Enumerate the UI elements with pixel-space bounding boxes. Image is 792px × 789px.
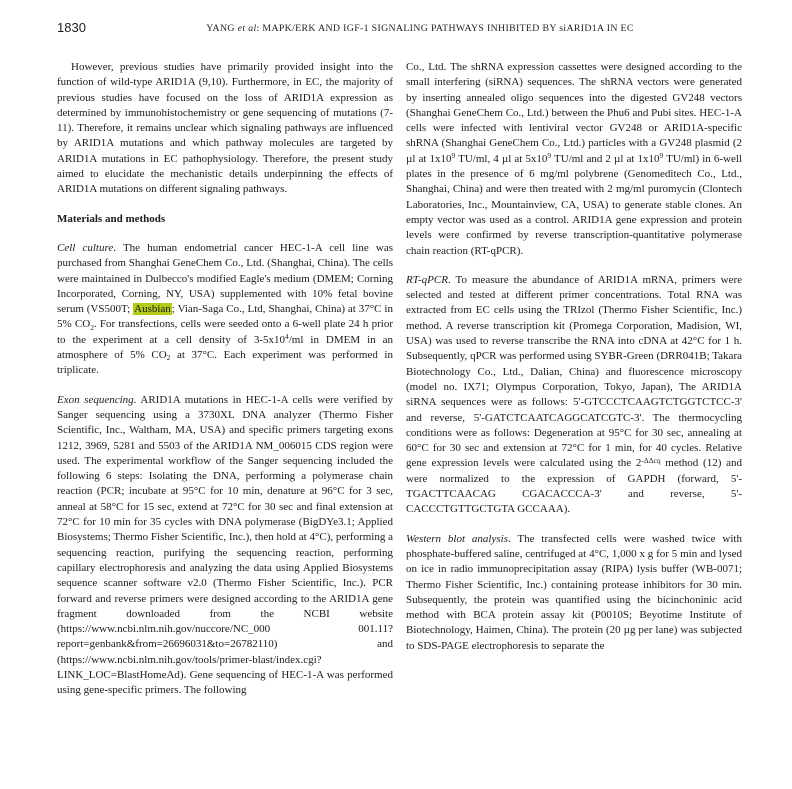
paragraph: However, previous studies have primarily provided insight into the function of wild-type ARID1A (9,10). Furthermore, in EC, the majority of previous studies have focused on the loss of ARID1A expression as determined by immunohistochemistry or gene sequencing of mutations (7-11). Therefore, it remains unclear which signaling pathways are influenced by ARID1A mutations and which pathway molecules are targeted by ARID1A mutations in EC pathophysiology. Therefore, the present study aimed to elucidate the mechanistic details underpinning the effects of ARID1A mutations on different signaling pathways. — [57, 61, 393, 196]
paragraph: Co., Ltd. The shRNA expression cassettes were designed according to the small interfering (siRNA) sequences. The shRNA vectors were generated by inserting annealed oligo sequences into the digested GV248 vectors (Shanghai GeneChem Co., Ltd.) between the Phu6 and Pubi sites. HEC-1-A cells were infected with lentiviral vector GV248 or ARID1A-specific shRNA (Shanghai GeneChem Co., Ltd.) particles with a GV248 plasmid (2 µl at $1x10^9$ TU/ml, 4 µl at $5x10^9$ TU/ml and 2 µl at $1x10^9$ TU/ml) in 6-well plates in the presence of 6 mg/ml polybrene (Genomeditech Co., Ltd., Shanghai, China) and were then treated with 2 mg/ml puromycin (Clontech Laboratories, Inc., Mountainview, CA, USA) to generate stable clones. An empty vector was used as a control. ARID1A gene expression and protein levels were confirmed by reverse transcription-quantitative polymerase chain reaction (RT-qPCR). — [406, 61, 742, 257]
paragraph: Cell culture. The human endometrial cancer HEC-1-A cell line was purchased from Shanghai GeneChem Co., Ltd. (Shanghai, China). The cells were maintained in Dulbecco's modified Eagle's medium (DMEM; Corning Incorporated, Corning, NY, USA) supplemented with 10% fetal bovine serum (VS500T; Ausbian; Vian-Saga Co., Ltd, Shanghai, China) at 37°C in 5% CO2. For transfections, cells were seeded onto a 6-well plate 24 h prior to the experiment at a cell density of $3-5x10^4/ml$ in DMEM in an atmosphere of 5% CO2 at 37°C. Each experiment was performed in triplicate. — [57, 241, 394, 377]
column-right — [406, 60, 742, 713]
text-run-b: Materials and methods — [57, 212, 166, 225]
text-run-i: Cell culture — [57, 241, 114, 254]
section-heading — [57, 212, 393, 227]
text-run-sup: -ΔΔcq — [641, 456, 661, 466]
text-run-i: RT-qPCR — [406, 273, 448, 286]
text-run-sub: 2 — [166, 353, 171, 363]
text-run-sup: 4 — [285, 332, 289, 342]
running-head — [130, 23, 710, 34]
paragraph: Western blot analysis. The transfected cells were washed twice with phosphate-buffered saline, centrifuged at 4°C, 1,000 x g for 5 min and lysed on ice in radio immunoprecipitation assay (RIPA) lysis buffer (WB-0071; Thermo Fisher Scientific, Inc.) containing protease inhibitors for 30 min. Subsequently, the protein was quantified using the bicinchoninic acid method with BCA protein assay kit (P0010S; Beyotime Institute of Biotechnology, Haimen, China). The protein (20 µg per lane) was subjected to SDS-PAGE electrophoresis to separate the — [406, 532, 742, 652]
body-columns — [57, 60, 742, 713]
text-run-sup: 9 — [659, 151, 664, 161]
column-left — [57, 60, 393, 713]
running-head-et-al: et al — [237, 23, 257, 34]
paragraph: Exon sequencing. ARID1A mutations in HEC-1-A cells were verified by Sanger sequencing using a 3730XL DNA analyzer (Thermo Fisher Scientific, Inc., Waltham, MA, USA) and specific primers targeting exons 1212, 3969, 5281 and 5503 of the ARID1A NM_006015 CDS region were used. The experimental workflow of the Sanger sequencing included the following 6 steps: Isolating the DNA, performing a polymerase chain reaction (PCR; incubate at 95°C for 10 min, denature at 96°C for 3 sec, anneal at 58°C for 15 sec, extend at 72°C for 30 sec and final extension at 72°C for 10 min for 35 cycles with DNA polymerase (BigDYe3.1; Applied Biosystems; Thermo Fisher Scientific, Inc.), then hold at 4°C), performing a sequencing reaction, purifying the sequencing reaction, performing capillary electrophoresis and analyzing the data using Applied Biosystems sequence scanner software v2.0 (Thermo Fisher Scientific, Inc.). PCR forward and reverse primers were designed according to the ARID1A gene fragment downloaded from the NCBI website (https://www.ncbi.nlm.nih.gov/nuccore/NC_000 001.11?report=genbank&from=26696031&to=26782110) and (https://www.ncbi.nlm.nih.gov/tools/primer-blast/index.cgi?LINK_LOC=BlastHomeAd). Gene sequencing of HEC-1-A was performed using gene-specific primers. The following — [57, 393, 393, 697]
page-number: 1830 — [57, 20, 86, 35]
running-head-title: : MAPK/ERK AND IGF-1 SIGNALING PATHWAYS INHIBITED BY siARID1A IN EC — [256, 23, 634, 34]
highlighted-text: Ausbian — [134, 303, 171, 316]
text-run-sub: 2 — [90, 322, 94, 332]
paragraph: RT-qPCR. To measure the abundance of ARID1A mRNA, primers were selected and tested at different primer concentrations. Total RNA was extracted from EC cells using the TRIzol (Thermo Fisher Scientific, Inc.) method. A reverse transcription kit (Promega Corporation, Madision, WI, USA) was used to reverse transcribe the RNA into cDNA at 42°C for 1 h. Subsequently, qPCR was performed using SYBR-Green (DRR041B; Takara Biotechnology Co., Ltd., Dalian, China) and fluorescence microscopy (model no. IX71; Olympus Corporation, Tokyo, Japan), The ARID1A siRNA sequences were as follows: 5'-GTCCCTCAAGTCTGGTCTCC-3' and reverse, 5'-GATCTCAATCAGGCATCGTC-3'. The thermocycling conditions were as follows: Degeneration at 95°C for 30 sec, annealing at 60°C for 30 sec and extension at 72°C for 1 min, for 40 cycles. Relative gene expression levels were calculated using the $2^{-\Delta\Delta cq}$ method (12) and were normalized to the expression of GAPDH (forward, 5'-TGACTTCAACAG CGACACCCA-3' and reverse, 5'-CACCCTGTTGCTGTA GCCAAA). — [406, 273, 742, 516]
text-run-i: Western blot analysis — [406, 532, 508, 545]
text-run-i: Exon sequencing — [57, 393, 134, 406]
text-run-sup: 9 — [451, 151, 456, 161]
running-head-author: YANG — [206, 23, 235, 34]
text-run-sup: 9 — [547, 151, 552, 161]
